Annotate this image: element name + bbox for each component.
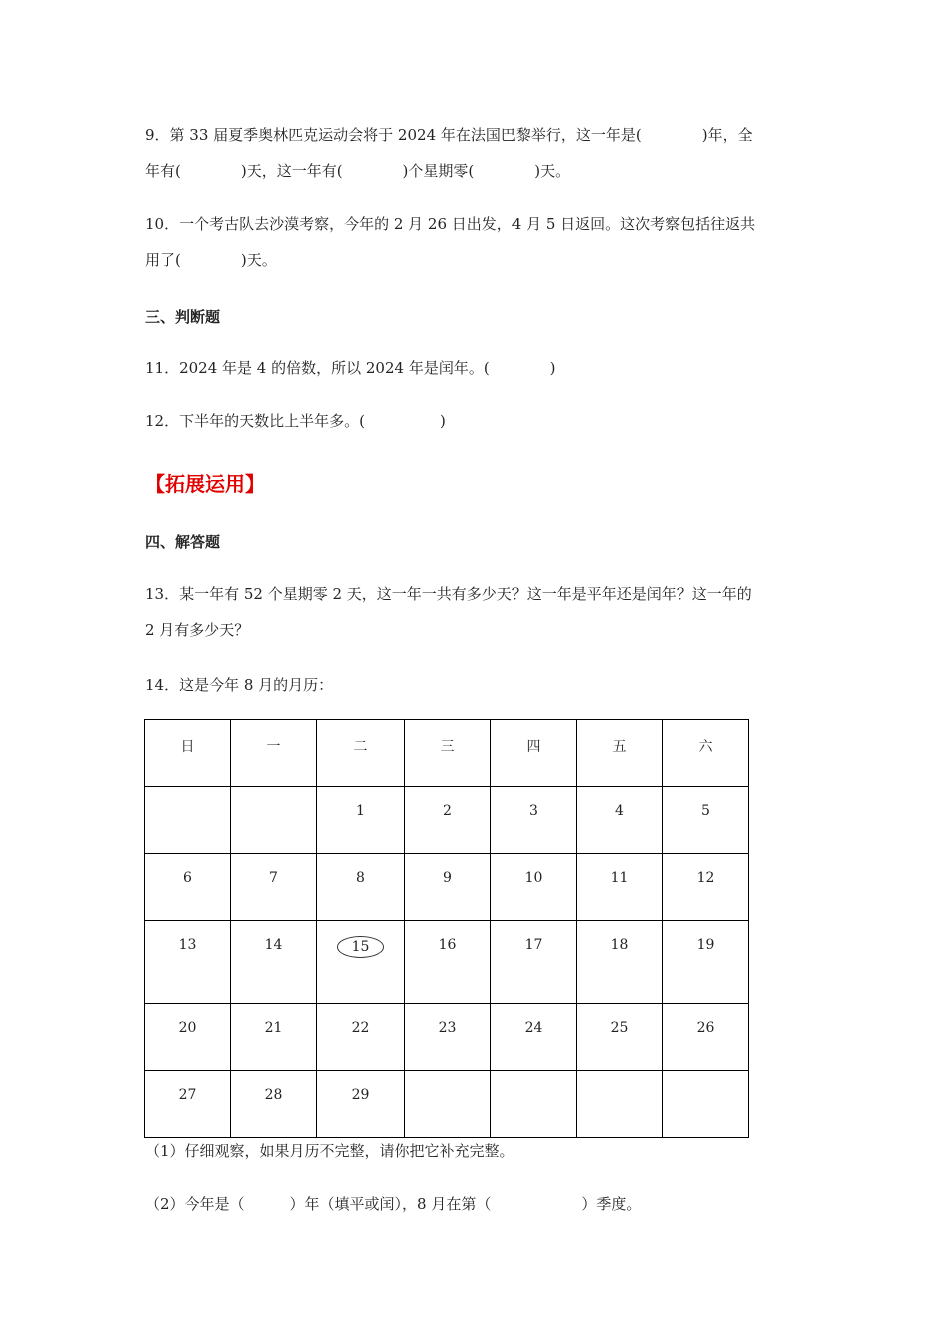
calendar-day-cell [317,921,405,1004]
question-10 [145,206,810,278]
calendar-day-cell [577,1071,663,1138]
question-9-line-1: 9．第 33 届夏季奥林匹克运动会将于 2024 年在法国巴黎举行，这一年是( )年，全 [145,126,753,144]
calendar-day-cell: 28 [231,1071,317,1138]
calendar-day-cell: 16 [405,921,491,1004]
question-13-line-1: 13．某一年有 52 个星期零 2 天，这一年一共有多少天？这一年是平年还是闰年？这一年的 [145,585,752,603]
circled-day: 15 [337,936,385,958]
calendar-day-cell: 24 [491,1004,577,1071]
question-12: 12．下半年的天数比上半年多。( ) [145,412,446,430]
calendar-day-cell: 29 [317,1071,405,1138]
calendar-day-cell: 14 [231,921,317,1004]
calendar-day-cell: 20 [145,1004,231,1071]
calendar-week-row [145,854,749,921]
section-4-heading: 四、解答题 [145,533,221,551]
question-11: 11．2024 年是 4 的倍数，所以 2024 年是闰年。( ) [145,359,556,377]
calendar-day-cell: 19 [663,921,749,1004]
calendar-day-cell: 10 [491,854,577,921]
calendar-day-cell [663,1071,749,1138]
calendar-week-row [145,921,749,1004]
calendar-weekday: 三 [405,720,491,787]
calendar-day-cell: 23 [405,1004,491,1071]
question-9-line-2: 年有( )天，这一年有( )个星期零( )天。 [145,162,571,180]
calendar-day-cell: 5 [663,787,749,854]
section-3-heading: 三、判断题 [145,308,221,326]
calendar-day-cell: 25 [577,1004,663,1071]
calendar-weekday: 五 [577,720,663,787]
calendar-day-cell: 11 [577,854,663,921]
calendar-day-cell [491,1071,577,1138]
calendar-day-cell: 17 [491,921,577,1004]
calendar-day-cell: 1 [317,787,405,854]
calendar-weekday: 一 [231,720,317,787]
calendar-week-row [145,1004,749,1071]
calendar-day-cell: 4 [577,787,663,854]
extension-heading: 【拓展运用】 [145,472,265,496]
question-10-line-1: 10．一个考古队去沙漠考察，今年的 2 月 26 日出发，4 月 5 日返回。这次考察包括往返共 [145,215,756,233]
calendar-day-cell: 7 [231,854,317,921]
question-10-line-2: 用了( )天。 [145,251,277,269]
calendar-weekday: 六 [663,720,749,787]
calendar-week-row [145,1071,749,1138]
question-9 [145,117,810,189]
calendar-day-cell: 21 [231,1004,317,1071]
question-14: 14．这是今年 8 月的月历： [145,676,334,694]
calendar-weekday: 四 [491,720,577,787]
calendar-day-cell: 13 [145,921,231,1004]
calendar-day-cell: 9 [405,854,491,921]
calendar-day-cell: 27 [145,1071,231,1138]
question-14-part-2: （2）今年是（ ）年（填平或闰），8 月在第（ ）季度。 [145,1195,642,1213]
question-13 [145,576,810,648]
calendar-day-cell [145,787,231,854]
question-13-line-2: 2 月有多少天？ [145,621,250,639]
calendar-day-cell: 8 [317,854,405,921]
calendar-weekday: 二 [317,720,405,787]
calendar-day-cell [231,787,317,854]
calendar-week-row [145,787,749,854]
calendar-header-row [145,720,749,787]
calendar-day-cell: 26 [663,1004,749,1071]
calendar-day-cell: 2 [405,787,491,854]
calendar-day-cell [405,1071,491,1138]
calendar-day-cell: 3 [491,787,577,854]
calendar-day-cell: 18 [577,921,663,1004]
calendar-day-cell: 12 [663,854,749,921]
calendar-weekday: 日 [145,720,231,787]
question-14-part-1: （1）仔细观察，如果月历不完整，请你把它补充完整。 [145,1142,515,1160]
calendar-day-cell: 6 [145,854,231,921]
calendar-day-cell: 22 [317,1004,405,1071]
august-calendar [144,719,749,1138]
